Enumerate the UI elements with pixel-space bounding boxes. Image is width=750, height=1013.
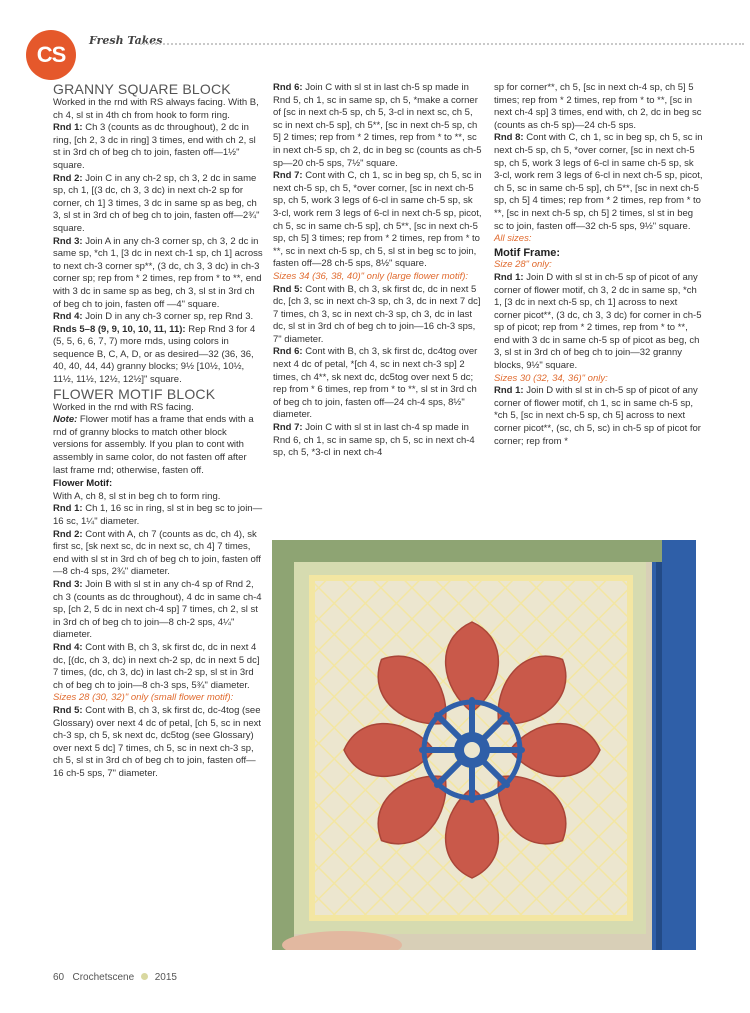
rnd-label: Rnd 4: <box>53 311 83 323</box>
flower-rnd-1 <box>53 503 263 528</box>
size-28-label: Size 28" only: <box>494 259 552 271</box>
flower-rnd-7 <box>273 170 483 271</box>
granny-rnd-4 <box>53 311 263 324</box>
flower-motif-intro: With A, ch 8, sl st in beg ch to form ring. <box>53 490 221 502</box>
flower-intro: Worked in the rnd with RS facing. <box>53 401 194 413</box>
rnd-text: Ch 3 (counts as dc throughout), 2 dc in ring, [ch 2, 3 dc in ring] 3 times, end with ch 2, sl st in 3rd ch of beg ch to join, fasten off—1½" square. <box>53 122 256 171</box>
rnd-label: Rnd 6: <box>273 82 303 93</box>
granny-rnd-3 <box>53 236 263 312</box>
large-rnd-7-cont: sp for corner**, ch 5, [sc in next ch-4 sp, ch 5] 5 times; rep from * 2 times, rep from * to **, [sc in next ch-4 sp] 3 times, end with, ch 2, dc in beg sc (counts as ch-5 sp)—24 ch-5 sps. <box>494 82 702 131</box>
column-3 <box>494 82 704 448</box>
rnd-label: Rnd 6: <box>273 346 303 358</box>
header-divider <box>140 43 744 45</box>
section-title: Fresh Takes <box>89 34 163 47</box>
flower-motif-heading: Flower Motif: <box>53 478 113 490</box>
flower-motif-photo <box>272 540 696 950</box>
frame-rnd-1 <box>494 272 704 373</box>
rnd-text: Join C in any ch-2 sp, ch 3, 2 dc in same sp, ch 1, [(3 dc, ch 3, 3 dc) in next ch-2 sp for corner, ch 1] 3 times, 3 dc in same sp as beg, ch 3, sl st in 3rd ch of beg ch to join, fasten off—2¾" square. <box>53 172 260 234</box>
motif-frame-heading: Motif Frame: <box>494 246 560 259</box>
rnd-label: Rnd 3: <box>53 578 83 590</box>
rnd-text: Join C with sl st in last ch-5 sp made in Rnd 5, ch 1, sc in same sp, ch 5, *make a corner of [sc in next ch-5 sp, ch 5, 3-cl in next sc, ch 5, sc in next ch-5 sp], ch 5**, [sc in next ch-5 sp, ch 5] 2 times; rep from * 2 times, rep from * to **, sc in next ch-5 sp, ch 2, dc in beg sc (counts as ch-5 sp—20 ch-5 sps, 7½" square. <box>273 82 482 169</box>
rnd-label: Rnd 2: <box>53 528 83 540</box>
rnd-text: Join B with sl st in any ch-4 sp of Rnd 2, ch 3 (counts as dc throughout), 4 dc in same ch-4 sp, [ch 2, 5 dc in next ch-4 sp] 7 times, ch 2, sl st in 3rd ch of beg ch to join—8 ch-2 sps, 4¼" diameter. <box>53 578 262 641</box>
crochet-illustration <box>272 540 696 950</box>
flower-rnd-6 <box>273 82 483 170</box>
magazine-name: Crochetscene <box>72 972 135 983</box>
flower-rnd-5 <box>53 705 263 781</box>
page-footer <box>53 972 177 983</box>
rnd-text: Join D with sl st in ch-5 sp of picot of any corner of flower motif, ch 3, 2 dc in same sp, *ch 1, [3 dc in next ch-5 sp, ch 1] across to next corner picot**, (3 dc, ch 3, 3 dc) for corner in ch-5 sp of picot; rep from * 2 times, rep from * to **, end with 3 dc in same ch-5 sp of picot as beg, ch 3, sl st in 3rd ch of beg ch to join—32 granny blocks, 9½" square. <box>494 271 702 372</box>
large-rnd-5 <box>273 284 483 347</box>
large-rnd-6 <box>273 346 483 422</box>
rnd-label: Rnd 3: <box>53 235 83 247</box>
logo-badge: CS <box>26 30 76 80</box>
rnd-text: Cont with B, ch 3, sk first dc, dc-4tog (see Glossary) over next 4 dc of petal, [ch 5, sc in next ch-3 sp, ch 5, sk next dc, dc5tog (see Glossary) over next 5 dc] 7 times, ch 5, sc in next ch-3 sp, ch 5, sl st in 3rd ch of beg ch to join, fasten off—16 ch-5 sps, 7" diameter. <box>53 704 262 779</box>
granny-intro: Worked in the rnd with RS always facing. With B, ch 4, sl st in 4th ch from hook to form ring. <box>53 97 259 121</box>
flower-note <box>53 414 263 477</box>
rnd-label: Rnd 2: <box>53 172 83 184</box>
rnd-text: Rep Rnd 3 for 4 (5, 5, 6, 6, 7, 7) more rnds, using colors in sequence B, C, A, D, or as desired—32 (36, 36, 40, 40, 44, 44) granny blocks; 9½ [10½, 10½, 11½, 11½, 12½, 12½]" square. <box>53 323 256 386</box>
rnd-text: Join C with sl st in last ch-4 sp made in Rnd 6, ch 1, sc in same sp, ch 5, sc in next ch-4 sp, ch 5, *3-cl in next ch-4 <box>273 422 475 459</box>
rnd-label: Rnd 4: <box>53 641 83 653</box>
frame-rnd-1-b <box>494 385 704 448</box>
large-rnd-8 <box>494 132 704 233</box>
rnd-text: Join A in any ch-3 corner sp, ch 3, 2 dc in same sp, *ch 1, [3 dc in next ch-1 sp, ch 1] across to next ch-3 corner sp**, (3 dc, ch 3, 3 dc) in ch-3 corner sp; rep from * 2 times, rep from * to **, end with 3 dc in same sp as beg, ch 3, sl st in 3rd ch of beg ch to join, fasten off —4" square. <box>53 235 263 310</box>
page-number: 60 <box>53 972 65 983</box>
heading-granny-square: GRANNY SQUARE BLOCK <box>53 81 231 97</box>
granny-rnds-5-8 <box>53 324 263 387</box>
sizes-large-flower: Sizes 34 (36, 38, 40)" only (large flower motif): <box>273 270 469 282</box>
rnd-text: Cont with B, ch 3, sk first dc, dc4tog over next 4 dc of petal, *[ch 4, sc in next ch-3 sp] 2 times, ch 4**, sk next dc, dc5tog over next 5 dc; rep from * 6 times, rep from * to **, sl st in 3rd ch of beg ch to join, fasten off—24 ch-4 sps, 8½" diameter. <box>273 346 478 421</box>
rnd-label: Rnd 7: <box>273 170 303 182</box>
rnd-text: Cont with A, ch 7 (counts as dc, ch 4), sk first sc, [sk next sc, dc in next sc, ch 4] 7 times, end with sl st in 3rd ch of beg ch to join, fasten off—8 ch-4 sps, 2¾" diameter. <box>53 528 261 578</box>
issue-year: 2015 <box>154 972 177 983</box>
rnd-label: Rnd 5: <box>273 283 303 295</box>
column-2 <box>273 82 483 460</box>
rnd-label: Rnd 1: <box>494 271 524 283</box>
rnd-label: Rnd 5: <box>53 704 83 716</box>
rnd-label: Rnds 5–8 (9, 9, 10, 10, 11, 11): <box>53 323 186 335</box>
rnd-text: Cont with B, ch 3, sk first dc, dc in next 4 dc, [(dc, ch 3, dc) in next ch-2 sp, dc in next 5 dc] 7 times, (dc, ch 3, dc) in last ch-2 sp, sl st in 3rd ch of beg ch to join—8 ch-3 sps, 5¾" diameter. <box>53 641 260 691</box>
rnd-text: Ch 1, 16 sc in ring, sl st in beg sc to join—16 sc, 1¼" diameter. <box>53 503 263 527</box>
rnd-label: Rnd 8: <box>494 132 524 144</box>
rnd-label: Rnd 1: <box>53 122 83 134</box>
rnd-text: Cont with C, ch 1, sc in beg sp, ch 5, sc in next ch-5 sp, ch 5, *over corner, [sc in next ch-5 sp, ch 5, work 3 legs of 6-cl in same ch-5 sp, sk 3-cl, work rem 3 legs of 6-cl in next ch-5 sp, picot, ch 5, sc in same ch-5 sp], ch 5**, [sc in next ch-5 sp, ch 5] 3 times; rep from * 2 times, rep from * to **, sc in next ch-5 sp, ch 5, sl st in beg sc to join, fasten off—28 ch-5 sps, 8½" square. <box>273 170 482 270</box>
flower-rnd-3 <box>53 579 263 642</box>
sizes-30-label: Sizes 30 (32, 34, 36)" only: <box>494 372 608 384</box>
rnd-label: Rnd 1: <box>53 503 83 515</box>
large-rnd-7 <box>273 422 483 460</box>
granny-rnd-1 <box>53 122 263 172</box>
column-1 <box>53 82 263 780</box>
sizes-small-flower: Sizes 28 (30, 32)" only (small flower motif): <box>53 692 234 704</box>
note-text: Flower motif has a frame that ends with a rnd of granny blocks to match other block versions for assembly. If you plan to cont with assembly in same color, do not fasten off after last frame rnd; otherwise, fasten off. <box>53 414 254 476</box>
flower-rnd-2 <box>53 529 263 579</box>
rnd-text: Join D in any ch-3 corner sp, rep Rnd 3. <box>82 311 254 323</box>
all-sizes-label: All sizes: <box>494 233 532 245</box>
heading-flower-motif: FLOWER MOTIF BLOCK <box>53 385 216 402</box>
granny-rnd-2 <box>53 173 263 236</box>
note-label: Note: <box>53 414 78 426</box>
rnd-label: Rnd 1: <box>494 385 524 397</box>
flower-rnd-4 <box>53 642 263 692</box>
rnd-text: Cont with C, ch 1, sc in beg sp, ch 5, sc in next ch-5 sp, ch 5, *over corner, [sc in next ch-5 sp, ch 5, work 3 legs of 6-cl in same ch-5 sp, sk 3-cl, work rem 3 legs of 6-cl in next ch-5 sp, picot, ch 5, sc in same ch-5 sp], ch 5**, [sc in next ch-5 sp, ch 5] 4 times; rep from * 2 times, rep from * to **, [sc in next ch-5 sp, ch 5] 2 times, sl st in beg sc to join, fasten off—32 ch-5 sps, 9½" square. <box>494 132 703 232</box>
footer-dot-icon <box>141 973 148 980</box>
rnd-text: Cont with B, ch 3, sk first dc, dc in next 5 dc, [ch 3, sc in next ch-3 sp, ch 3, dc in next 7 dc] 7 times, ch 3, sc in next ch-3 sp, ch 3, dc in last dc, sl st in 3rd ch of beg ch to join—16 ch-3 sps, 7" diameter. <box>273 283 481 345</box>
rnd-text: Join D with sl st in ch-5 sp of picot of any corner of flower motif, ch 1, sc in same ch-5 sp, *ch 5, [sc in next ch-5 sp, ch 5] across to next corner picot**, (sc, ch 5, sc) in ch-5 sp of picot for corner; rep from * <box>494 385 701 447</box>
rnd-label: Rnd 7: <box>273 422 303 434</box>
